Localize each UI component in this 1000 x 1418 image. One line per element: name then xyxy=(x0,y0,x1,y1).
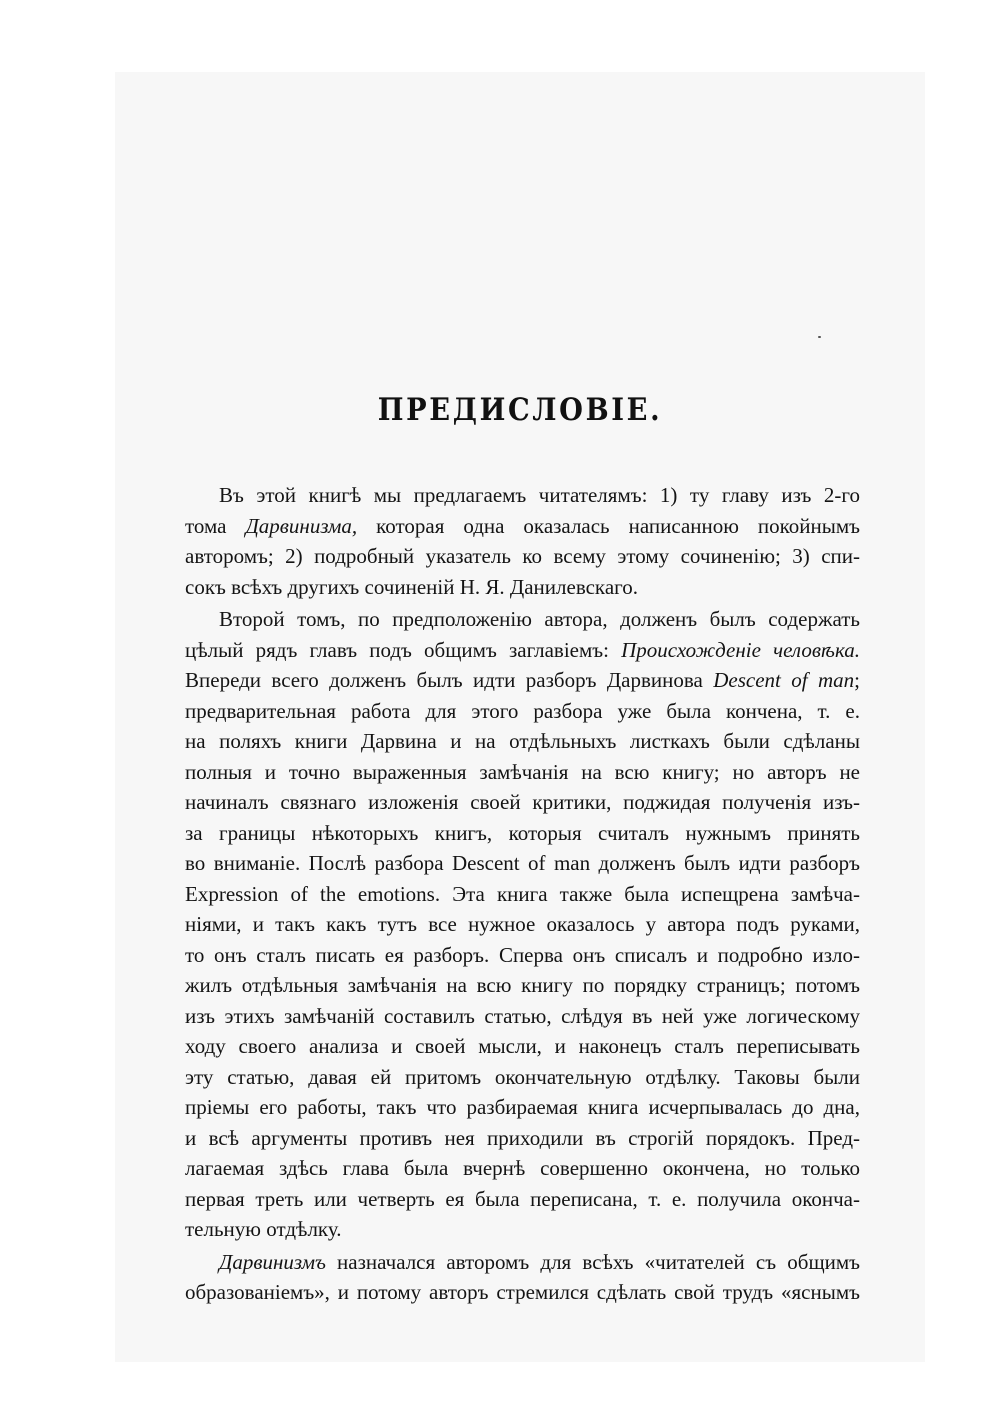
text-line: изъ этихъ замѣчаній составилъ статью, слѣдуя въ ней уже логическому xyxy=(185,1003,860,1028)
italic-text-segment: Дарвинизмъ xyxy=(219,1249,326,1274)
text-line: и всѣ аргументы противъ нея приходили въ строгій порядокъ. Пред- xyxy=(185,1125,860,1150)
text-line: лагаемая здѣсь глава была вчернѣ совершенно окончена, но только xyxy=(185,1156,860,1180)
text-line: на поляхъ книги Дарвина и на отдѣльныхъ листкахъ были сдѣланы xyxy=(185,729,860,753)
text-line xyxy=(185,635,860,666)
italic-text-segment: Происхожденіе человѣка. xyxy=(621,637,860,662)
text-segment: которая одна оказалась написанною покойнымъ xyxy=(357,513,861,538)
text-line xyxy=(185,511,860,542)
text-line: пріемы его работы, такъ что разбираемая книга исчерпывалась до дна, xyxy=(185,1095,860,1119)
text-line xyxy=(185,1247,860,1278)
text-line: авторомъ; 2) подробный указатель ко всему этому сочиненію; 3) спи- xyxy=(185,544,860,568)
text-segment: ; xyxy=(854,668,860,692)
text-line: полныя и точно выраженныя замѣчанія на всю книгу; но авторъ не xyxy=(185,759,860,784)
italic-text-segment: Descent of man xyxy=(713,668,855,692)
text-line: ходу своего анализа и своей мысли, и наконецъ сталъ переписывать xyxy=(185,1034,860,1058)
text-line: Въ этой книгѣ мы предлагаемъ читателямъ: 1) ту главу изъ 2-го xyxy=(219,483,860,507)
text-line: сокъ всѣхъ другихъ сочиненій Н. Я. Данилевскаго. xyxy=(185,574,638,599)
body-text xyxy=(185,480,860,1308)
text-line: за границы нѣкоторыхъ книгъ, которыя считалъ нужнымъ принять xyxy=(185,820,860,845)
text-line: первая треть или четверть ея была переписана, т. е. получила оконча- xyxy=(185,1186,860,1211)
page-title: ПРЕДИСЛОВІЕ. xyxy=(377,392,663,428)
text-line: Второй томъ, по предположенію автора, долженъ былъ содержать xyxy=(219,607,860,631)
text-segment: Впереди всего долженъ былъ идти разборъ Дарвинова xyxy=(185,668,714,692)
text-segment: назначался авторомъ для всѣхъ «читателей съ общимъ xyxy=(325,1249,860,1274)
text-line: Expression of the emotions. Эта книга также была испещрена замѣча- xyxy=(185,881,860,906)
text-segment: тома xyxy=(185,513,246,538)
text-line: тельную отдѣлку. xyxy=(185,1217,342,1241)
scan-speck xyxy=(818,336,821,338)
text-line: предварительная работа для этого разбора уже была кончена, т. е. xyxy=(185,698,860,723)
text-line xyxy=(185,665,860,696)
text-line: во вниманіе. Послѣ разбора Descent of man долженъ былъ идти разборъ xyxy=(185,851,860,875)
text-line: образованіемъ», и потому авторъ стремился сдѣлать свой трудъ «яснымъ xyxy=(185,1280,860,1304)
text-line: то онъ сталъ писать ея разборъ. Сперва онъ списалъ и подробно изло- xyxy=(185,942,860,967)
italic-text-segment: Дарвинизма, xyxy=(245,513,358,538)
text-line: жилъ отдѣльныя замѣчанія на всю книгу по порядку страницъ; потомъ xyxy=(185,973,860,997)
text-line: ніями, и такъ какъ тутъ все нужное оказалось у автора подъ руками, xyxy=(185,912,860,936)
text-line: эту статью, давая ей притомъ окончательную отдѣлку. Таковы были xyxy=(185,1064,860,1089)
text-line: начиналъ связнаго изложенія своей критики, поджидая полученія изъ- xyxy=(185,790,860,814)
text-segment: цѣлый рядъ главъ подъ общимъ заглавіемъ: xyxy=(185,637,622,662)
